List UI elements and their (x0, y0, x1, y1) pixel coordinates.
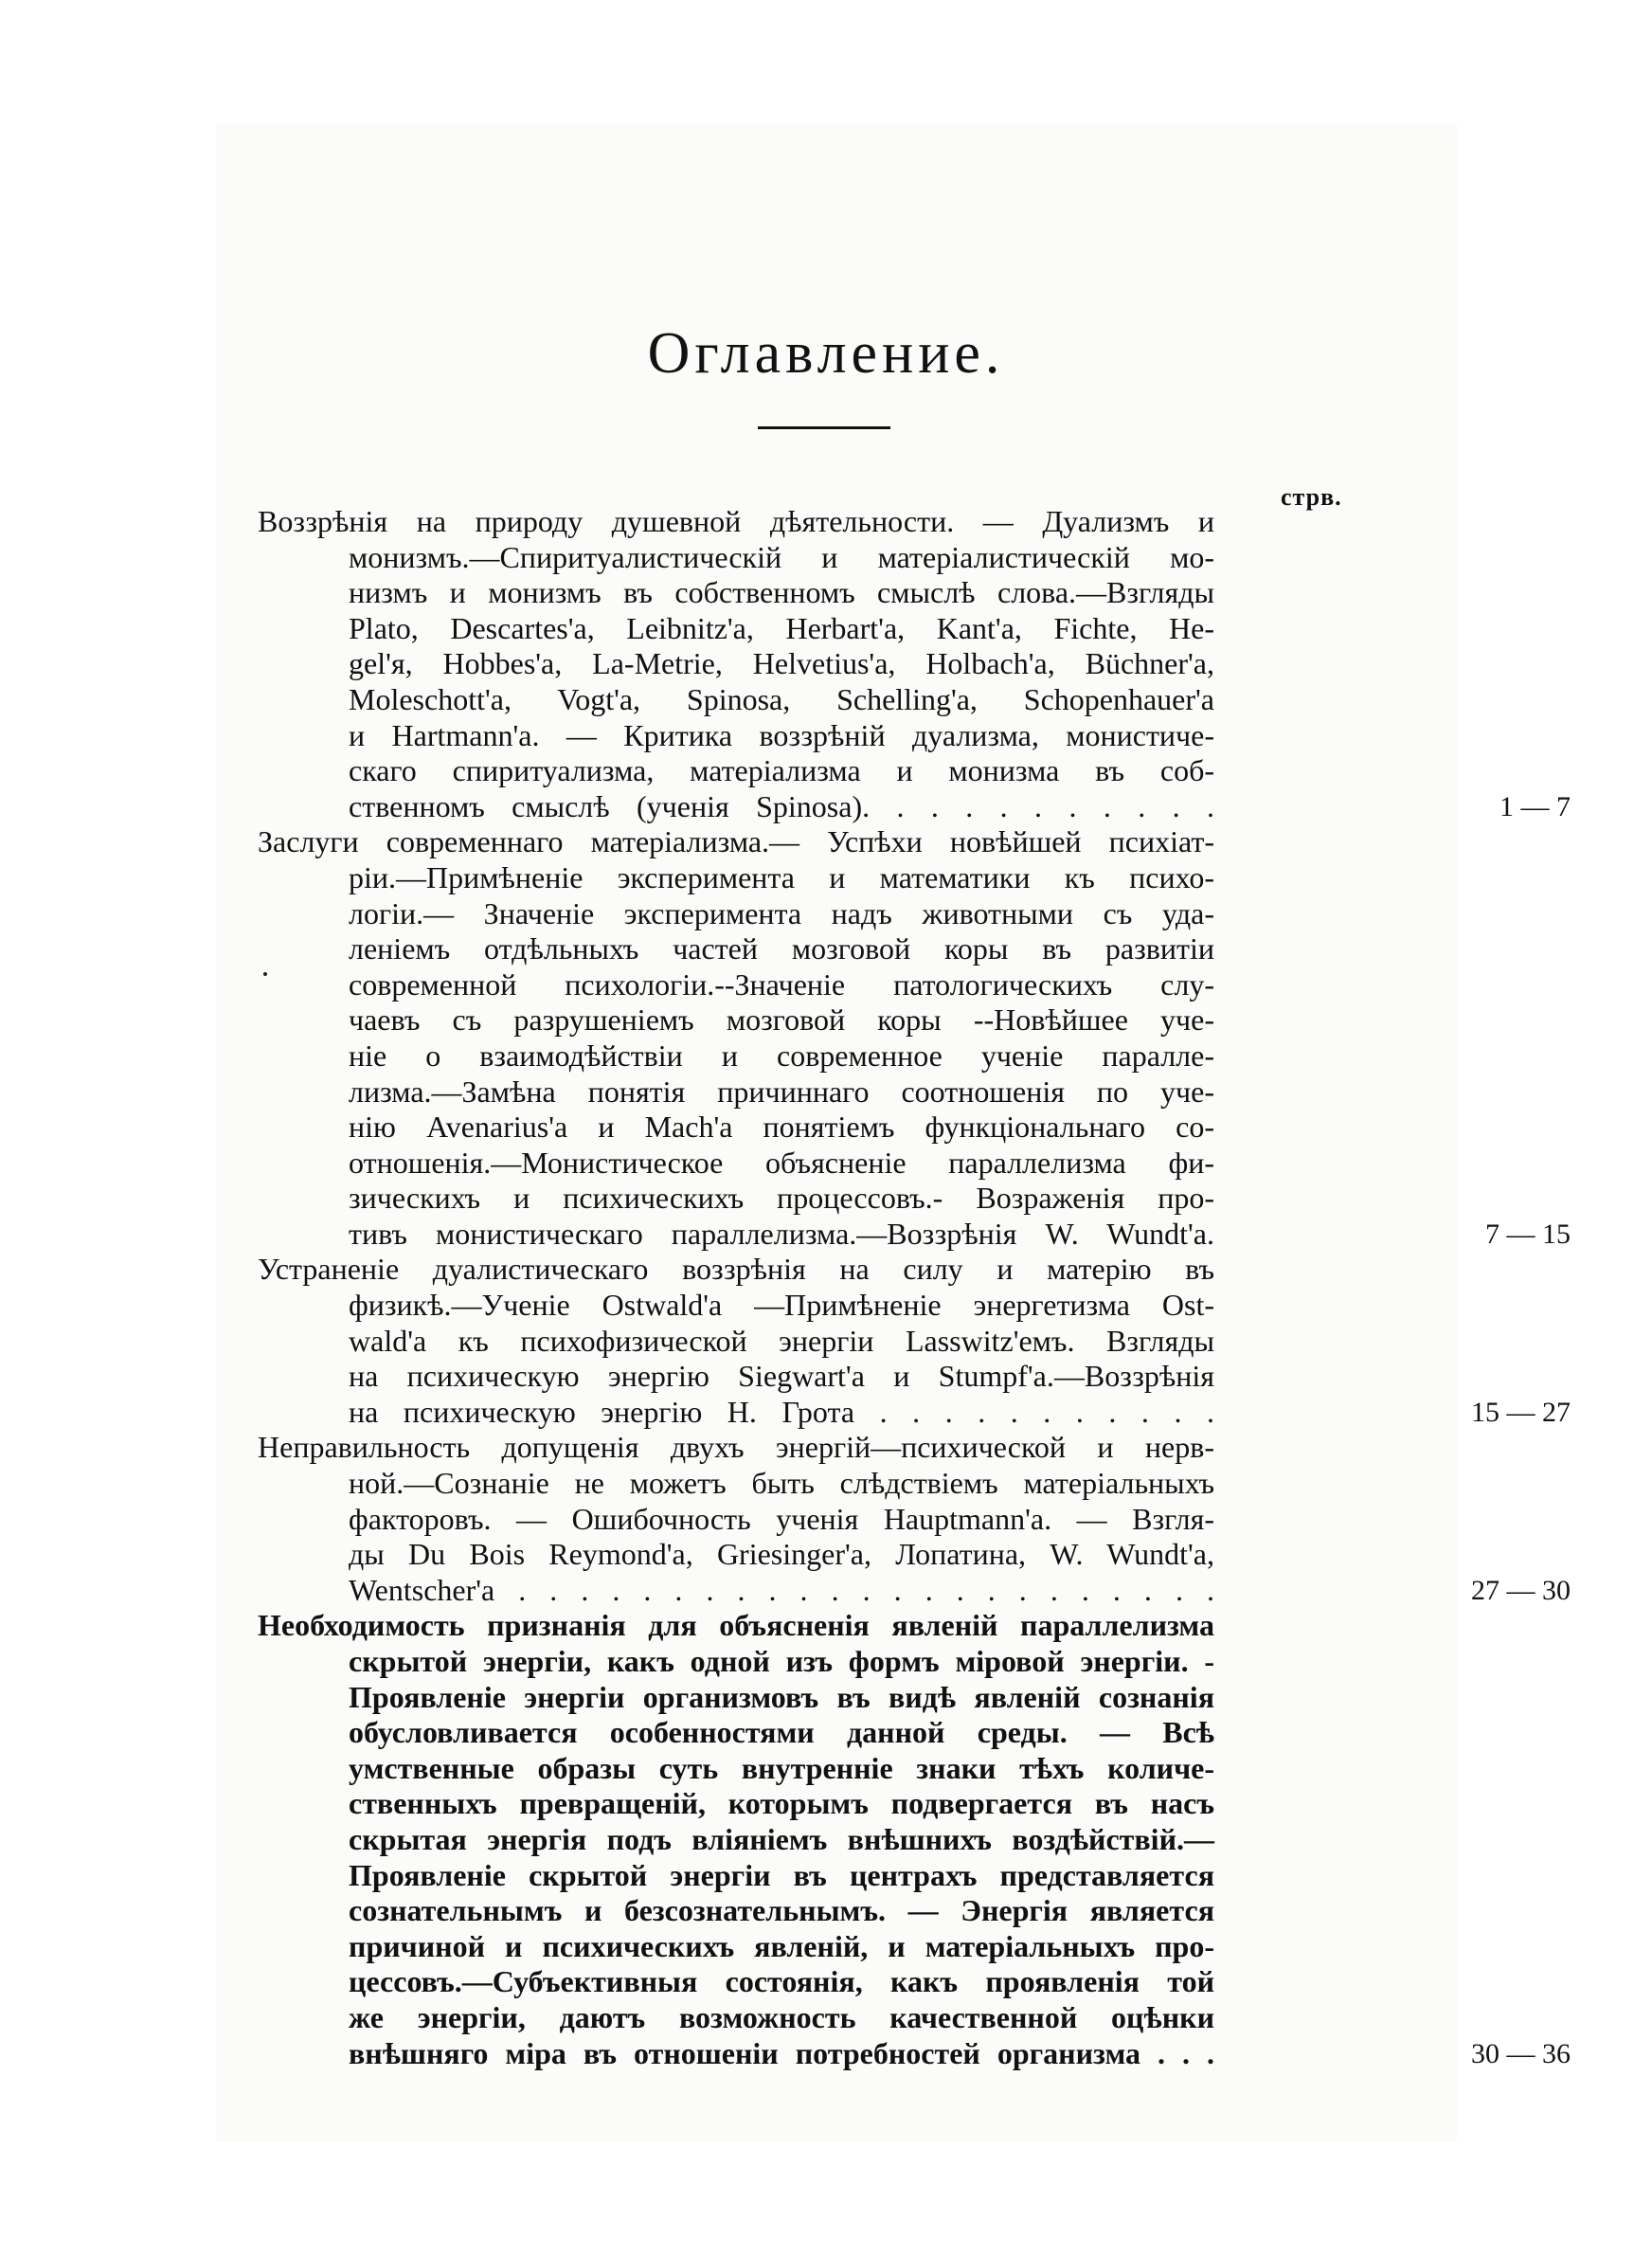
toc-line: же энергіи, даютъ возможность качественной оцѣнки (349, 1999, 1214, 2034)
toc-line: Воззрѣнія на природу душевной дѣятельности. — Дуализмъ и (258, 504, 1214, 538)
toc-line: факторовъ. — Ошибочность ученія Hauptmann'a. — Взгля- (349, 1501, 1214, 1536)
toc-entry-text (258, 1608, 1214, 2071)
toc-line: логіи.— Значеніе эксперимента надъ животными съ уда- (349, 895, 1214, 930)
toc-line: современной психологіи.--Значеніе патологическихъ слу- (349, 966, 1214, 1002)
toc-line: леніемъ отдѣльныхъ частей мозговой коры въ развитіи (349, 931, 1214, 966)
toc-page-range: 15 — 27 (1471, 1396, 1571, 1428)
toc-entry (258, 1608, 1571, 2071)
toc-line: ніе о взаимодѣйствіи и современное ученіе паралле- (349, 1038, 1214, 1073)
toc-line: Проявленіе скрытой энергіи въ центрахъ представляется (349, 1857, 1214, 1892)
toc-page-range: 7 — 15 (1485, 1218, 1571, 1250)
toc-line: обусловливается особенностями данной среды. — Всѣ (349, 1715, 1214, 1750)
toc-line: внѣшняго міра въ отношеніи потребностей организма . . . (349, 2035, 1214, 2070)
toc-line: низмъ и монизмъ въ собственномъ смыслѣ слова.—Взгляды (349, 575, 1214, 610)
toc-line: Заслуги современнаго матеріализма.— Успѣхи новѣйшей психіат- (258, 824, 1214, 859)
toc-line: физикѣ.—Ученіе Ostwald'a —Примѣненіе энергетизма Ost- (349, 1288, 1214, 1323)
toc-line: цессовъ.—Субъективныя состоянія, какъ проявленія той (349, 1964, 1214, 1999)
toc-entry-text (258, 824, 1214, 1252)
toc-line: зическихъ и психическихъ процессовъ.- Возраженія про- (349, 1181, 1214, 1216)
toc-line: Plato, Descartes'a, Leibnitz'a, Herbart'a, Kant'a, Fichte, He- (349, 610, 1214, 645)
toc-line: отношенія.—Монистическое объясненіе параллелизма фи- (349, 1145, 1214, 1180)
toc-line: монизмъ.—Спиритуалистическій и матеріалистическій мо- (349, 539, 1214, 574)
toc-entry (258, 1430, 1571, 1608)
toc-page-range: 1 — 7 (1499, 790, 1571, 822)
toc-entry-text (258, 1252, 1214, 1430)
toc-page-range: 27 — 30 (1471, 1574, 1571, 1606)
toc-line: скаго спиритуализма, матеріализма и монизма въ соб- (349, 753, 1214, 788)
title-divider (758, 426, 890, 429)
toc-line: ственныхъ превращеній, которымъ подвергается въ насъ (349, 1786, 1214, 1821)
toc-line: скрытая энергія подъ вліяніемъ внѣшнихъ воздѣйствій.— (349, 1821, 1214, 1856)
toc-line: умственные образы суть внутренніе знаки тѣхъ количе- (349, 1750, 1214, 1785)
toc-line: и Hartmann'a. — Критика воззрѣній дуализма, монистиче- (349, 717, 1214, 752)
toc-line: Неправильность допущенія двухъ энергій—психической и нерв- (258, 1430, 1214, 1465)
toc-entry (258, 1252, 1571, 1430)
toc-line: ды Du Bois Reymond'a, Griesinger'a, Лопатина, W. Wundt'a, (349, 1537, 1214, 1572)
toc-entry (258, 504, 1571, 824)
toc-entry-text (258, 504, 1214, 824)
toc-line: wald'a къ психофизической энергіи Lasswitz'емъ. Взгляды (349, 1323, 1214, 1358)
toc-line: ственномъ смыслѣ (ученія Spinosa). . . . . . . . . . . (349, 788, 1214, 823)
page-title: Оглавление. (647, 321, 1005, 386)
toc-line: нію Avenarius'a и Mach'a понятіемъ функціональнаго со- (349, 1110, 1214, 1145)
toc-line: Устраненіе дуалистическаго воззрѣнія на силу и матерію въ (258, 1252, 1214, 1287)
table-of-contents (258, 504, 1571, 2071)
toc-entry-text (258, 1430, 1214, 1608)
toc-line: на психическую энергію Siegwart'a и Stumpf'a.—Воззрѣнія (349, 1359, 1214, 1394)
toc-line: Wentscher'a . . . . . . . . . . . . . . . . . . . . . . . (349, 1572, 1214, 1607)
toc-line: ной.—Сознаніе не можетъ быть слѣдствіемъ матеріальныхъ (349, 1466, 1214, 1501)
pages-column-header: стрв. (1281, 483, 1342, 511)
toc-line: Проявленіе энергіи организмовъ въ видѣ явленій сознанія (349, 1679, 1214, 1714)
toc-page-range: 30 — 36 (1471, 2037, 1571, 2069)
toc-line: Необходимость признанія для объясненія явленій параллелизма (258, 1608, 1214, 1643)
toc-line: на психическую энергію Н. Грота . . . . . . . . . . . (349, 1394, 1214, 1429)
toc-line: причиной и психическихъ явленій, и матеріальныхъ про- (349, 1928, 1214, 1963)
toc-line: чаевъ съ разрушеніемъ мозговой коры --Новѣйшее уче- (349, 1002, 1214, 1038)
toc-line: лизма.—Замѣна понятія причиннаго соотношенія по уче- (349, 1074, 1214, 1109)
toc-line: сознательнымъ и безсознательнымъ. — Энергія является (349, 1893, 1214, 1928)
toc-line: ріи.—Примѣненіе эксперимента и математики къ психо- (349, 859, 1214, 894)
toc-entry (258, 824, 1571, 1252)
toc-line: тивъ монистическаго параллелизма.—Воззрѣнія W. Wundt'a. (349, 1216, 1214, 1251)
toc-line: скрытой энергіи, какъ одной изъ формъ міровой энергіи. - (349, 1644, 1214, 1678)
toc-line: Moleschott'a, Vogt'a, Spinosa, Schelling'a, Schopenhauer'a (349, 681, 1214, 716)
toc-line: gel'я, Hobbes'a, La-Metrie, Helvetius'a, Holbach'a, Büchner'a, (349, 646, 1214, 681)
